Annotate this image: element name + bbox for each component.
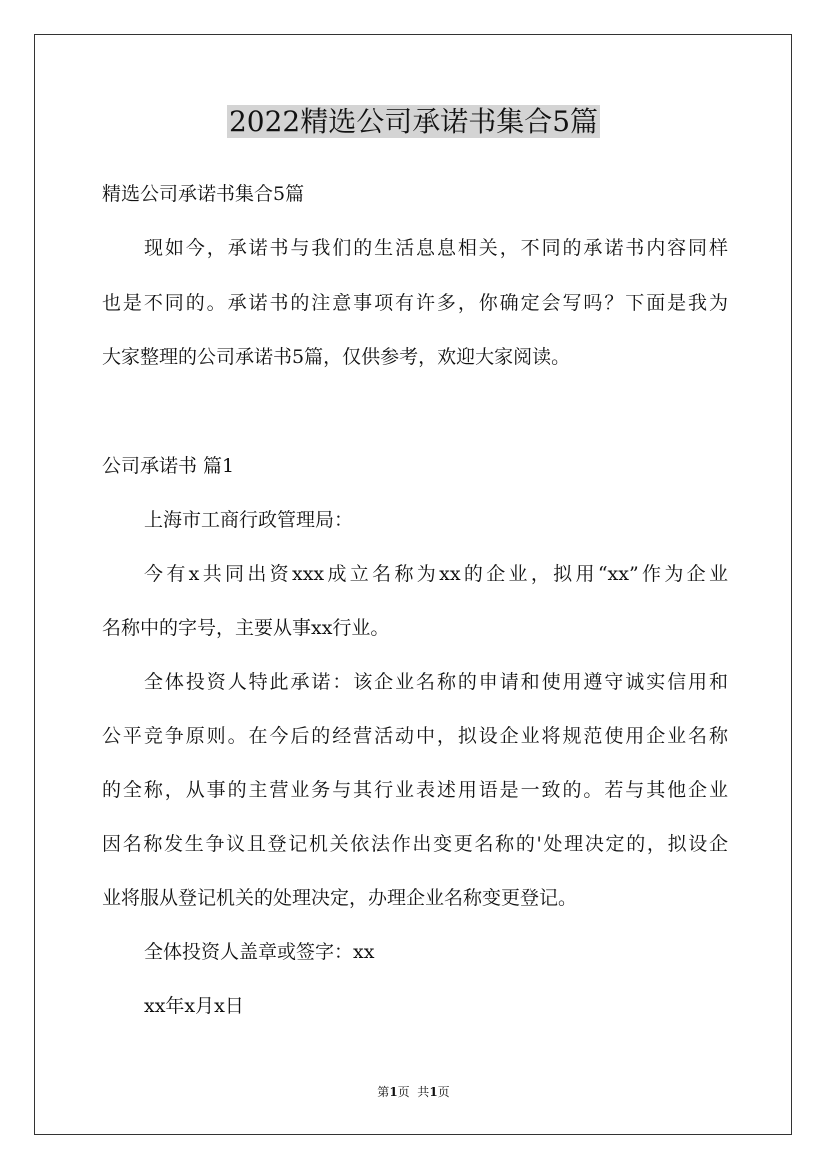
paragraph-2-line-5: 业将服从登记机关的处理决定，办理企业名称变更登记。: [102, 887, 578, 909]
signature-line: 全体投资人盖章或签字：xx: [144, 941, 375, 963]
intro-line-2: 也是不同的。承诺书的注意事项有许多，你确定会写吗？下面是我为: [102, 292, 728, 314]
subtitle: 精选公司承诺书集合5篇: [102, 183, 305, 205]
paragraph-2-line-1: 全体投资人特此承诺：该企业名称的申请和使用遵守诚实信用和: [144, 671, 728, 693]
date-line: xx年x月x日: [144, 995, 244, 1017]
paragraph-2-line-2: 公平竞争原则。在今后的经营活动中，拟设企业将规范使用企业名称: [102, 725, 728, 747]
intro-line-1: 现如今，承诺书与我们的生活息息相关，不同的承诺书内容同样: [144, 237, 728, 259]
footer-prefix: 第: [377, 1085, 390, 1099]
footer-page-number: 1: [389, 1085, 398, 1099]
footer-suffix: 页: [437, 1085, 450, 1099]
section-heading: 公司承诺书 篇1: [102, 455, 235, 477]
intro-line-3: 大家整理的公司承诺书5篇，仅供参考，欢迎大家阅读。: [102, 346, 571, 368]
footer-total-pages: 1: [429, 1085, 438, 1099]
footer-middle: 页 共: [397, 1085, 430, 1099]
paragraph-2-line-3: 的全称，从事的主营业务与其行业表述用语是一致的。若与其他企业: [102, 779, 728, 801]
paragraph-1-line-1: 今有x共同出资xxx成立名称为xx的企业，拟用“xx”作为企业: [144, 563, 728, 585]
paragraph-1-line-2: 名称中的字号，主要从事xx行业。: [102, 617, 390, 639]
document-title: [0, 100, 827, 144]
paragraph-2-line-4: 因名称发生争议且登记机关依法作出变更名称的'处理决定的，拟设企: [102, 833, 728, 855]
title-text: 2022精选公司承诺书集合5篇: [228, 105, 599, 138]
page-footer: [0, 1084, 827, 1100]
addressee: 上海市工商行政管理局：: [144, 509, 354, 531]
